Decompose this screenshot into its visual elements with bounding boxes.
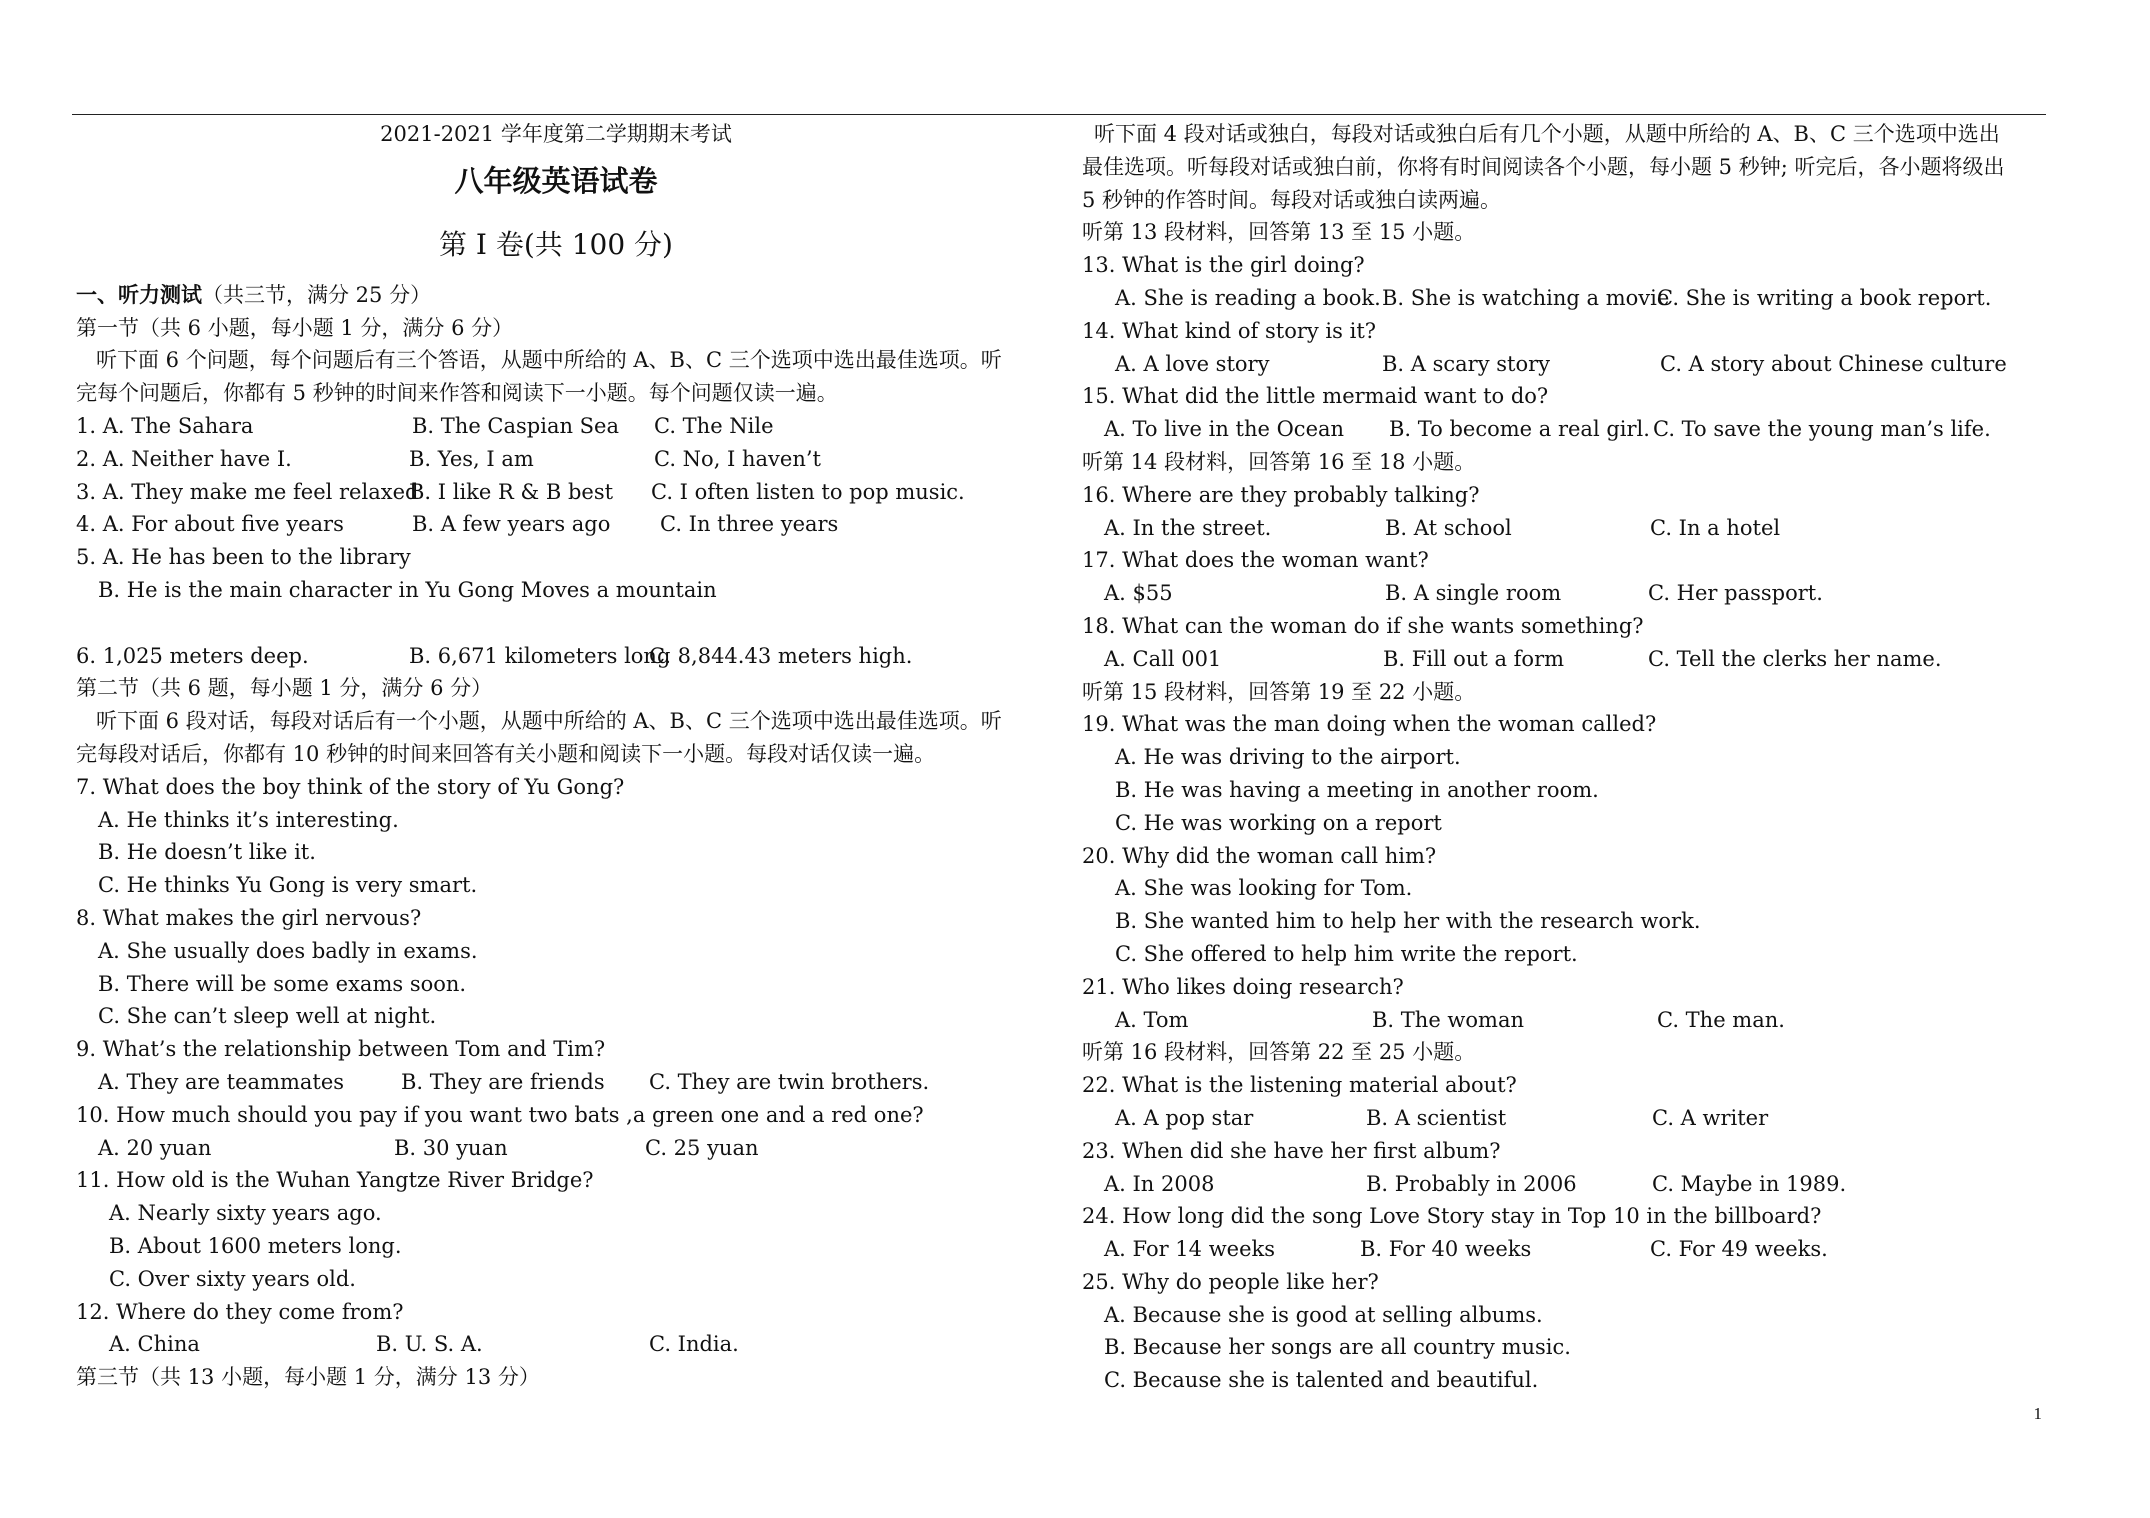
option-c: C. For 49 weeks. <box>1650 1237 1828 1262</box>
question-8: 8. What makes the girl nervous? <box>76 905 422 930</box>
question-5-option-b: B. He is the main character in Yu Gong Moves a mountain <box>98 577 717 602</box>
option-b: B. A scientist <box>1366 1105 1507 1130</box>
question-24-options <box>1082 1233 2047 1266</box>
option-c: C. She can’t sleep well at night. <box>98 1004 437 1029</box>
option-c: C. 25 yuan <box>645 1135 759 1160</box>
option-a: A. He was driving to the airport. <box>1115 745 1461 770</box>
material-heading: 听第 15 段材料，回答第 19 至 22 小题。 <box>1082 679 1476 704</box>
option-c: C. He thinks Yu Gong is very smart. <box>98 873 478 898</box>
option-a: A. For 14 weeks <box>1104 1237 1276 1262</box>
option-c: C. I often listen to pop music. <box>651 479 965 504</box>
question-7: 7. What does the boy think of the story of Yu Gong? <box>76 774 625 799</box>
option-b: B. 6,671 kilometers long <box>409 643 671 668</box>
instruction-line: 5 秒钟的作答时间。每段对话或独白读两遍。 <box>1082 187 1502 212</box>
instruction-line: 听下面 4 段对话或独白，每段对话或独白后有几个小题，从题中所给的 A、B、C 三个选项中选出 <box>1094 122 2000 146</box>
question-9: 9. What’s the relationship between Tom and Tim? <box>76 1037 606 1062</box>
option-c: C. 8,844.43 meters high. <box>649 643 913 668</box>
option-c: C. Over sixty years old. <box>109 1266 356 1291</box>
option-c: C. The man. <box>1657 1007 1785 1032</box>
option-c: C. A writer <box>1652 1105 1769 1130</box>
option-c: C. In three years <box>660 512 839 537</box>
option-a: A. She usually does badly in exams. <box>98 938 478 963</box>
part-heading: 第三节（共 13 小题，每小题 1 分，满分 13 分） <box>76 1365 540 1390</box>
page-number: 1 <box>2033 1404 2042 1423</box>
option-a: A. He thinks it’s interesting. <box>98 807 399 832</box>
question-24: 24. How long did the song Love Story stay in Top 10 in the billboard? <box>1082 1204 1822 1229</box>
option-a: 1. A. The Sahara <box>76 413 254 438</box>
question-14-options <box>1082 348 2047 381</box>
question-21-options <box>1082 1004 2047 1037</box>
option-a: A. 20 yuan <box>98 1135 212 1160</box>
option-b: B. Because her songs are all country music. <box>1104 1335 1571 1360</box>
question-2 <box>76 443 1036 476</box>
option-b: B. There will be some exams soon. <box>98 971 467 996</box>
exam-title: 八年级英语试卷 <box>454 163 658 198</box>
question-20: 20. Why did the woman call him? <box>1082 843 1437 868</box>
option-b: B. I like R & B best <box>409 479 614 504</box>
option-a: A. They are teammates <box>98 1069 345 1094</box>
question-12-options <box>76 1328 1036 1361</box>
option-c: C. He was working on a report <box>1115 810 1442 835</box>
part-heading: 第一节（共 6 小题，每小题 1 分，满分 6 分） <box>76 315 514 340</box>
left-column <box>76 118 1036 1394</box>
option-c: C. Tell the clerks her name. <box>1648 646 1942 671</box>
question-13: 13. What is the girl doing? <box>1082 253 1365 278</box>
option-b: B. About 1600 meters long. <box>109 1233 402 1258</box>
option-a: A. China <box>109 1332 200 1357</box>
option-a: A. In the street. <box>1104 515 1272 540</box>
option-c: C. She is writing a book report. <box>1657 285 1992 310</box>
right-column <box>1082 118 2047 1397</box>
option-c: C. They are twin brothers. <box>649 1069 930 1094</box>
option-b: B. To become a real girl. <box>1389 417 1650 442</box>
material-heading: 听第 13 段材料，回答第 13 至 15 小题。 <box>1082 220 1476 245</box>
question-19: 19. What was the man doing when the woman called? <box>1082 712 1657 737</box>
question-9-options <box>76 1066 1036 1099</box>
part-heading: 第二节（共 6 题，每小题 1 分，满分 6 分） <box>76 676 493 701</box>
option-b: B. She is watching a movie <box>1382 285 1670 310</box>
section-heading-bold: 一、听力测试 <box>76 281 202 307</box>
option-b: B. A few years ago <box>412 512 611 537</box>
option-a: A. A love story <box>1115 351 1270 376</box>
option-c: C. Maybe in 1989. <box>1652 1171 1847 1196</box>
option-b: B. 30 yuan <box>394 1135 508 1160</box>
header-rule <box>72 114 2046 115</box>
question-25: 25. Why do people like her? <box>1082 1269 1379 1294</box>
question-23-options <box>1082 1168 2047 1201</box>
option-a: 6. 1,025 meters deep. <box>76 643 309 668</box>
option-b: B. A scary story <box>1382 351 1551 376</box>
question-18: 18. What can the woman do if she wants something? <box>1082 613 1644 638</box>
option-a: A. She was looking for Tom. <box>1115 876 1413 901</box>
option-b: B. Fill out a form <box>1383 646 1565 671</box>
question-16: 16. Where are they probably talking? <box>1082 482 1480 507</box>
question-16-options <box>1082 512 2047 545</box>
question-17-options <box>1082 577 2047 610</box>
option-c: C. To save the young man’s life. <box>1653 417 1991 442</box>
instruction-line: 听下面 6 个问题，每个问题后有三个答语，从题中所给的 A、B、C 三个选项中选出最佳选项。听 <box>96 348 1002 373</box>
option-a: 2. A. Neither have I. <box>76 446 292 471</box>
question-10: 10. How much should you pay if you want two bats ,a green one and a red one? <box>76 1102 924 1127</box>
option-b: B. Yes, I am <box>409 446 534 471</box>
option-c: C. No, I haven’t <box>654 446 821 471</box>
option-b: B. Probably in 2006 <box>1366 1171 1577 1196</box>
option-c: C. Because she is talented and beautiful. <box>1104 1368 1539 1393</box>
question-18-options <box>1082 643 2047 676</box>
option-b: B. U. S. A. <box>376 1332 483 1357</box>
question-14: 14. What kind of story is it? <box>1082 318 1377 343</box>
option-a: A. Nearly sixty years ago. <box>109 1201 382 1226</box>
option-b: B. The Caspian Sea <box>412 413 619 438</box>
option-c: C. Her passport. <box>1648 581 1823 606</box>
question-12: 12. Where do they come from? <box>76 1299 404 1324</box>
question-15-options <box>1082 413 2047 446</box>
question-15: 15. What did the little mermaid want to do? <box>1082 384 1549 409</box>
option-a: A. A pop star <box>1115 1105 1254 1130</box>
instruction-line: 完每个问题后，你都有 5 秒钟的时间来作答和阅读下一小题。每个问题仅读一遍。 <box>76 381 838 406</box>
option-a: A. $55 <box>1104 581 1173 606</box>
option-a: 4. A. For about five years <box>76 512 344 537</box>
question-22-options <box>1082 1102 2047 1135</box>
instruction-line: 最佳选项。听每段对话或独白前，你将有时间阅读各个小题，每小题 5 秒钟; 听完后，各小题将级出 <box>1082 154 2005 179</box>
option-c: C. India. <box>649 1332 739 1357</box>
question-17: 17. What does the woman want? <box>1082 548 1429 573</box>
option-b: B. A single room <box>1385 581 1562 606</box>
option-a: A. Call 001 <box>1104 646 1222 671</box>
question-3 <box>76 476 1036 509</box>
option-a: A. In 2008 <box>1104 1171 1215 1196</box>
exam-year-line: 2021-2021 学年度第二学期期末考试 <box>380 122 732 146</box>
option-a: 3. A. They make me feel relaxed <box>76 479 419 504</box>
option-a: A. She is reading a book. <box>1115 285 1381 310</box>
option-a: A. Tom <box>1115 1007 1189 1032</box>
option-a: A. To live in the Ocean <box>1104 417 1345 442</box>
question-5: 5. A. He has been to the library <box>76 545 411 570</box>
section-heading-rest: （共三节，满分 25 分） <box>202 282 432 307</box>
question-21: 21. Who likes doing research? <box>1082 974 1404 999</box>
volume-title: 第 I 卷(共 100 分) <box>439 227 673 261</box>
instruction-line: 听下面 6 段对话，每段对话后有一个小题，从题中所给的 A、B、C 三个选项中选出最佳选项。听 <box>96 709 1002 734</box>
question-23: 23. When did she have her first album? <box>1082 1138 1501 1163</box>
option-b: B. At school <box>1385 515 1512 540</box>
option-b: B. She wanted him to help her with the research work. <box>1115 909 1701 934</box>
material-heading: 听第 16 段材料，回答第 22 至 25 小题。 <box>1082 1040 1476 1065</box>
blank-line <box>76 607 1036 640</box>
option-b: B. For 40 weeks <box>1360 1237 1532 1262</box>
question-22: 22. What is the listening material about? <box>1082 1073 1517 1098</box>
option-c: C. In a hotel <box>1650 515 1781 540</box>
option-a: A. Because she is good at selling albums. <box>1104 1302 1543 1327</box>
option-b: B. They are friends <box>401 1069 605 1094</box>
option-c: C. The Nile <box>654 413 774 438</box>
option-b: B. He doesn’t like it. <box>98 840 316 865</box>
question-10-options <box>76 1132 1036 1165</box>
material-heading: 听第 14 段材料，回答第 16 至 18 小题。 <box>1082 449 1476 474</box>
instruction-line: 完每段对话后，你都有 10 秒钟的时间来回答有关小题和阅读下一小题。每段对话仅读一遍。 <box>76 741 936 766</box>
question-11: 11. How old is the Wuhan Yangtze River Bridge? <box>76 1168 594 1193</box>
question-4 <box>76 508 1036 541</box>
section-heading <box>76 279 1036 312</box>
option-c: C. She offered to help him write the report. <box>1115 941 1578 966</box>
question-1 <box>76 410 1036 443</box>
option-c: C. A story about Chinese culture <box>1660 351 2007 376</box>
question-13-options <box>1082 282 2047 315</box>
question-6 <box>76 640 1036 673</box>
option-b: B. He was having a meeting in another room. <box>1115 777 1599 802</box>
option-b: B. The woman <box>1372 1007 1524 1032</box>
